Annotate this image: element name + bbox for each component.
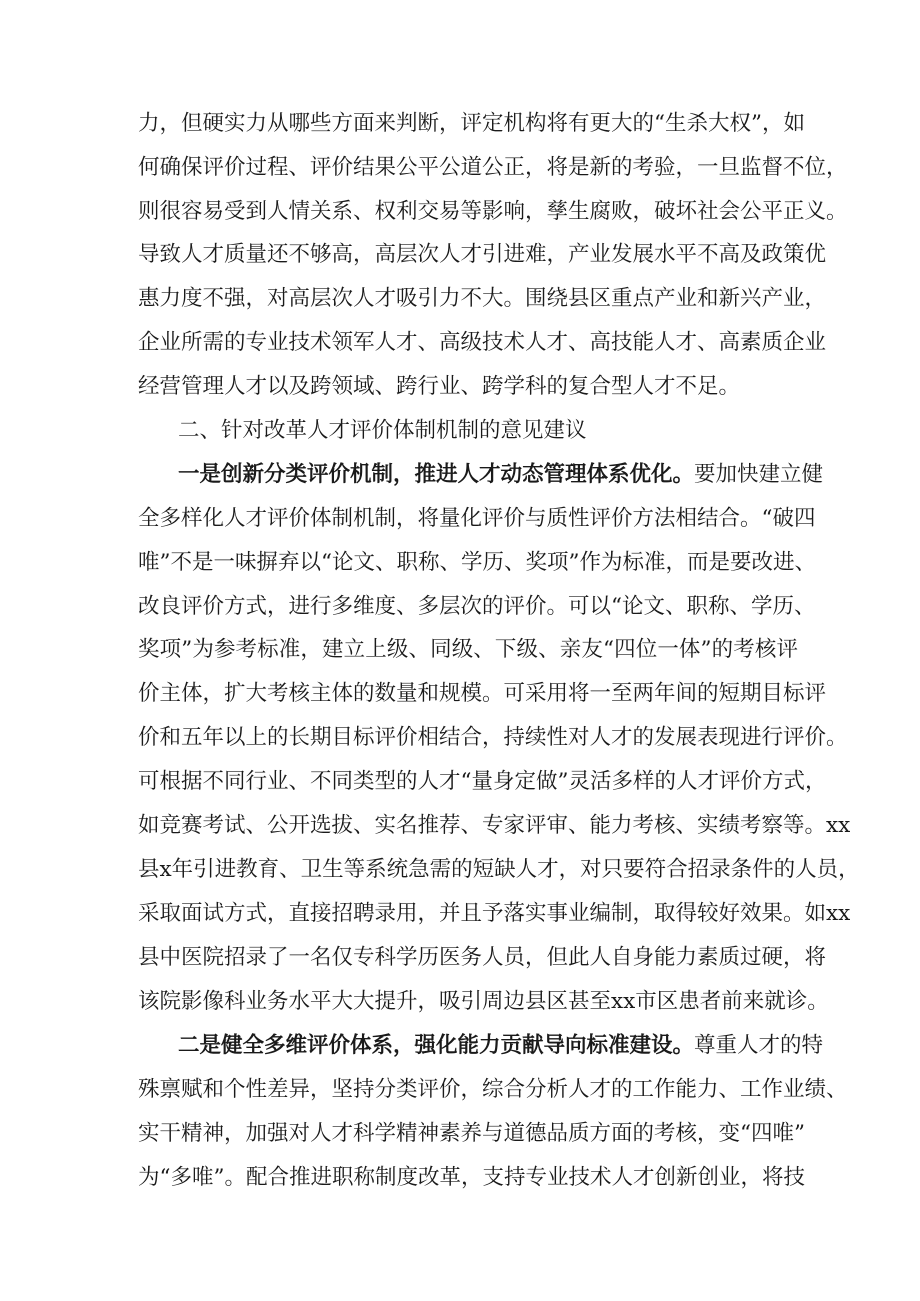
text-line: 如竞赛考试、公开选拔、实名推荐、专家评审、能力考核、实绩考察等。xx [138, 813, 851, 838]
text-line: 为“多唯”。配合推进职称制度改革，支持专业技术人才创新创业，将技 [138, 1165, 805, 1190]
text-line: 惠力度不强，对高层次人才吸引力不大。围绕县区重点产业和新兴产业， [138, 286, 827, 311]
text-line: 价和五年以上的长期目标评价相结合，持续性对人才的发展表现进行评价。 [138, 725, 848, 750]
text-line: 企业所需的专业技术领军人才、高级技术人才、高技能人才、高素质企业 [138, 330, 827, 355]
text-line: 价主体，扩大考核主体的数量和规模。可采用将一至两年间的短期目标评 [138, 681, 827, 706]
text-line: 实干精神，加强对人才科学精神素养与道德品质方面的考核，变“四唯” [138, 1121, 805, 1146]
text-line: 则很容易受到人情关系、权利交易等影响，孳生腐败，破坏社会公平正义。 [138, 199, 848, 224]
text-line: 唯”不是一味摒弃以“论文、职称、学历、奖项”作为标准，而是要改进、 [138, 550, 816, 575]
text-line: 采取面试方式，直接招聘录用，并且予落实事业编制，取得较好效果。如xx [138, 901, 851, 926]
text-line: 该院影像科业务水平大大提升，吸引周边县区甚至xx市区患者前来就诊。 [138, 989, 829, 1014]
paragraph-lead-rest: 尊重人才的特 [694, 1033, 824, 1058]
section-heading: 二、针对改革人才评价体制机制的意见建议 [178, 418, 587, 443]
text-line: 县x年引进教育、卫生等系统急需的短缺人才，对只要符合招录条件的人员， [138, 857, 860, 882]
text-line: 可根据不同行业、不同类型的人才“量身定做”灵活多样的人才评价方式， [138, 769, 827, 794]
paragraph-lead-bold: 二是健全多维评价体系，强化能力贡献导向标准建设。 [178, 1033, 695, 1058]
paragraph-lead-bold: 一是创新分类评价机制，推进人才动态管理体系优化。 [178, 462, 695, 487]
text-line: 县中医院招录了一名仅专科学历医务人员，但此人自身能力素质过硬，将 [138, 945, 827, 970]
text-line: 经营管理人才以及跨领域、跨行业、跨学科的复合型人才不足。 [138, 374, 741, 399]
paragraph-lead-rest: 要加快建立健 [694, 462, 824, 487]
text-line: 改良评价方式，进行多维度、多层次的评价。可以“论文、职称、学历、 [138, 594, 816, 619]
paragraph-first-line [178, 453, 824, 497]
paragraph-first-line [178, 1024, 824, 1068]
text-line: 殊禀赋和个性差异，坚持分类评价，综合分析人才的工作能力、工作业绩、 [138, 1077, 848, 1102]
text-line: 力，但硬实力从哪些方面来判断，评定机构将有更大的“生杀大权”，如 [138, 111, 805, 136]
text-line: 奖项”为参考标准，建立上级、同级、下级、亲友“四位一体”的考核评 [138, 637, 798, 662]
text-line: 导致人才质量还不够高，高层次人才引进难，产业发展水平不高及政策优 [138, 242, 827, 267]
text-line: 何确保评价过程、评价结果公平公道公正，将是新的考验，一旦监督不位， [138, 155, 848, 180]
text-line: 全多样化人才评价体制机制，将量化评价与质性评价方法相结合。“破四 [138, 506, 816, 531]
